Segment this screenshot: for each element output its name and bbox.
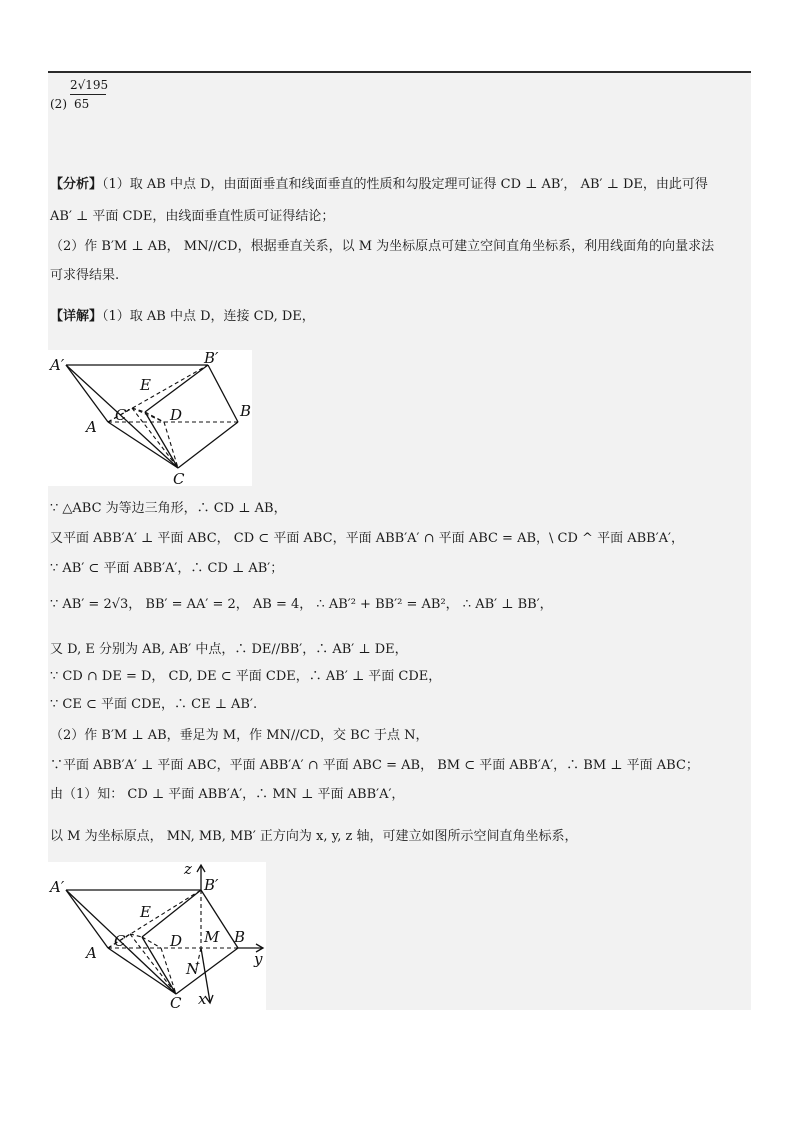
detail-line-6: ∵ CD ∩ DE = D， CD, DE ⊂ 平面 CDE，∴ AB′ ⊥ 平面 CDE， xyxy=(50,669,442,684)
detail-line-10: 由（1）知： CD ⊥ 平面 ABB′A′，∴ MN ⊥ 平面 ABB′A′， xyxy=(50,787,405,802)
detail-line-5: 又 D, E 分别为 AB, AB′ 中点，∴ DE//BB′，∴ AB′ ⊥ DE， xyxy=(50,642,408,657)
label-y-axis: y xyxy=(254,950,263,968)
label-x-axis: x xyxy=(198,990,207,1008)
label-A-prime: A′ xyxy=(50,356,65,374)
label-C-2: C xyxy=(170,994,182,1010)
detail-line-3: ∵ AB′ ⊂ 平面 ABB′A′，∴ CD ⊥ AB′； xyxy=(50,561,284,576)
label-E-2: E xyxy=(140,903,151,921)
coordinate-diagram xyxy=(48,862,266,1010)
label-E: E xyxy=(140,376,151,394)
label-N: N xyxy=(186,960,200,978)
label-C-prime-2: C′ xyxy=(114,932,129,950)
answer-denominator: 65 xyxy=(74,97,90,111)
detail-intro: 【详解】（1）取 AB 中点 D，连接 CD, DE， xyxy=(50,309,315,324)
detail-line-4: ∵ AB′ = 2√3， BB′ = AA′ = 2， AB = 4， ∴ AB′² + BB′² = AB²， ∴ AB′ ⊥ BB′， xyxy=(50,597,553,612)
label-D: D xyxy=(170,406,183,424)
label-D-2: D xyxy=(170,932,183,950)
prism-diagram xyxy=(48,350,252,486)
detail-line-9: ∵平面 ABB′A′ ⊥ 平面 ABC，平面 ABB′A′ ∩ 平面 ABC = AB， BM ⊂ 平面 ABB′A′，∴ BM ⊥ 平面 ABC； xyxy=(50,758,699,773)
answer-numerator: 2√195 xyxy=(70,78,109,92)
answer-part-label: (2) xyxy=(50,97,67,111)
analysis-line-1: 【分析】（1）取 AB 中点 D，由面面垂直和线面垂直的性质和勾股定理可证得 CD ⊥ AB′， AB′ ⊥ DE，由此可得 xyxy=(50,177,708,192)
detail-line-7: ∵ CE ⊂ 平面 CDE，∴ CE ⊥ AB′. xyxy=(50,697,258,712)
analysis-tag: 【分析】 xyxy=(50,177,103,192)
label-M: M xyxy=(204,928,220,946)
detail-line-8: （2）作 B′M ⊥ AB，垂足为 M，作 MN//CD，交 BC 于点 N， xyxy=(50,728,429,743)
fraction-bar xyxy=(70,94,106,95)
label-B-2: B xyxy=(234,928,246,946)
label-B-prime: B′ xyxy=(204,350,219,367)
detail-line-11: 以 M 为坐标原点， MN, MB, MB′ 正方向为 x, y, z 轴，可建立如图所示空间直角坐标系， xyxy=(50,829,578,844)
figure-2 xyxy=(48,862,266,1010)
figure-1 xyxy=(48,350,252,486)
label-z-axis: z xyxy=(184,862,192,878)
detail-line-1: ∵ △ABC 为等边三角形，∴ CD ⊥ AB， xyxy=(50,501,287,516)
label-B-prime-2: B′ xyxy=(204,876,219,894)
label-C: C xyxy=(173,470,185,486)
label-A-prime-2: A′ xyxy=(50,878,65,896)
detail-line-2: 又平面 ABB′A′ ⊥ 平面 ABC， CD ⊂ 平面 ABC，平面 ABB′A′ ∩ 平面 ABC = AB，\ CD ^ 平面 ABB′A′， xyxy=(50,531,684,546)
detail-tag: 【详解】 xyxy=(50,309,103,324)
analysis-line-2: AB′ ⊥ 平面 CDE，由线面垂直性质可证得结论； xyxy=(50,209,335,224)
label-A-2: A xyxy=(86,944,97,962)
analysis-line-4: 可求得结果. xyxy=(50,268,120,283)
label-A: A xyxy=(86,418,97,436)
label-B: B xyxy=(240,402,252,420)
analysis-line-3: （2）作 B′M ⊥ AB， MN//CD，根据垂直关系，以 M 为坐标原点可建立空间直角坐标系，利用线面角的向量求法 xyxy=(50,239,715,254)
label-C-prime: C′ xyxy=(115,406,130,424)
